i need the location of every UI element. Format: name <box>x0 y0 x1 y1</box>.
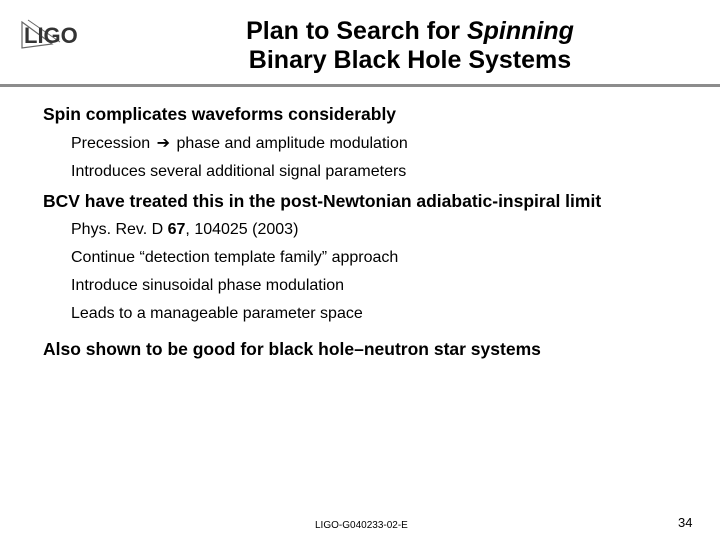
bullet-spin: Spin complicates waveforms considerably <box>43 104 397 124</box>
slide-body <box>43 104 703 360</box>
title-line-2: Binary Black Hole Systems <box>248 46 572 74</box>
logo-text: LIGO <box>24 23 78 48</box>
ligo-logo-graphic <box>20 18 95 58</box>
sub-bullet-parameters: Introduces several additional signal parameters <box>71 163 407 180</box>
sub-bullet-parameter-space: Leads to a manageable parameter space <box>71 305 363 322</box>
sub-bullet-reference <box>71 220 703 240</box>
right-arrow-icon: ➔ <box>156 133 171 152</box>
precession-label: Precession <box>71 135 151 152</box>
reference-journal: Phys. Rev. D <box>71 221 168 238</box>
bullet-bcv: BCV have treated this in the post-Newtonian adiabatic-inspiral limit <box>43 191 602 211</box>
sub-bullet-template-family: Continue “detection template family” approach <box>71 249 399 266</box>
page-number: 34 <box>678 515 693 530</box>
reference-volume: 67 <box>167 221 186 238</box>
bullet-neutron-star: Also shown to be good for black hole–neutron star systems <box>43 339 541 359</box>
sub-bullet-precession <box>71 133 703 154</box>
title-line-1-prefix: Plan to Search for <box>246 17 467 45</box>
title-line-1 <box>140 17 680 46</box>
slide-title <box>140 17 680 75</box>
reference-pages: , 104025 (2003) <box>185 221 299 238</box>
document-id: LIGO-G040233-02-E <box>315 520 408 531</box>
header-divider <box>0 84 720 87</box>
title-italic-word: Spinning <box>466 17 574 45</box>
sub-bullet-phase-modulation: Introduce sinusoidal phase modulation <box>71 277 345 294</box>
ligo-logo <box>20 18 95 58</box>
modulation-label: phase and amplitude modulation <box>176 135 408 152</box>
